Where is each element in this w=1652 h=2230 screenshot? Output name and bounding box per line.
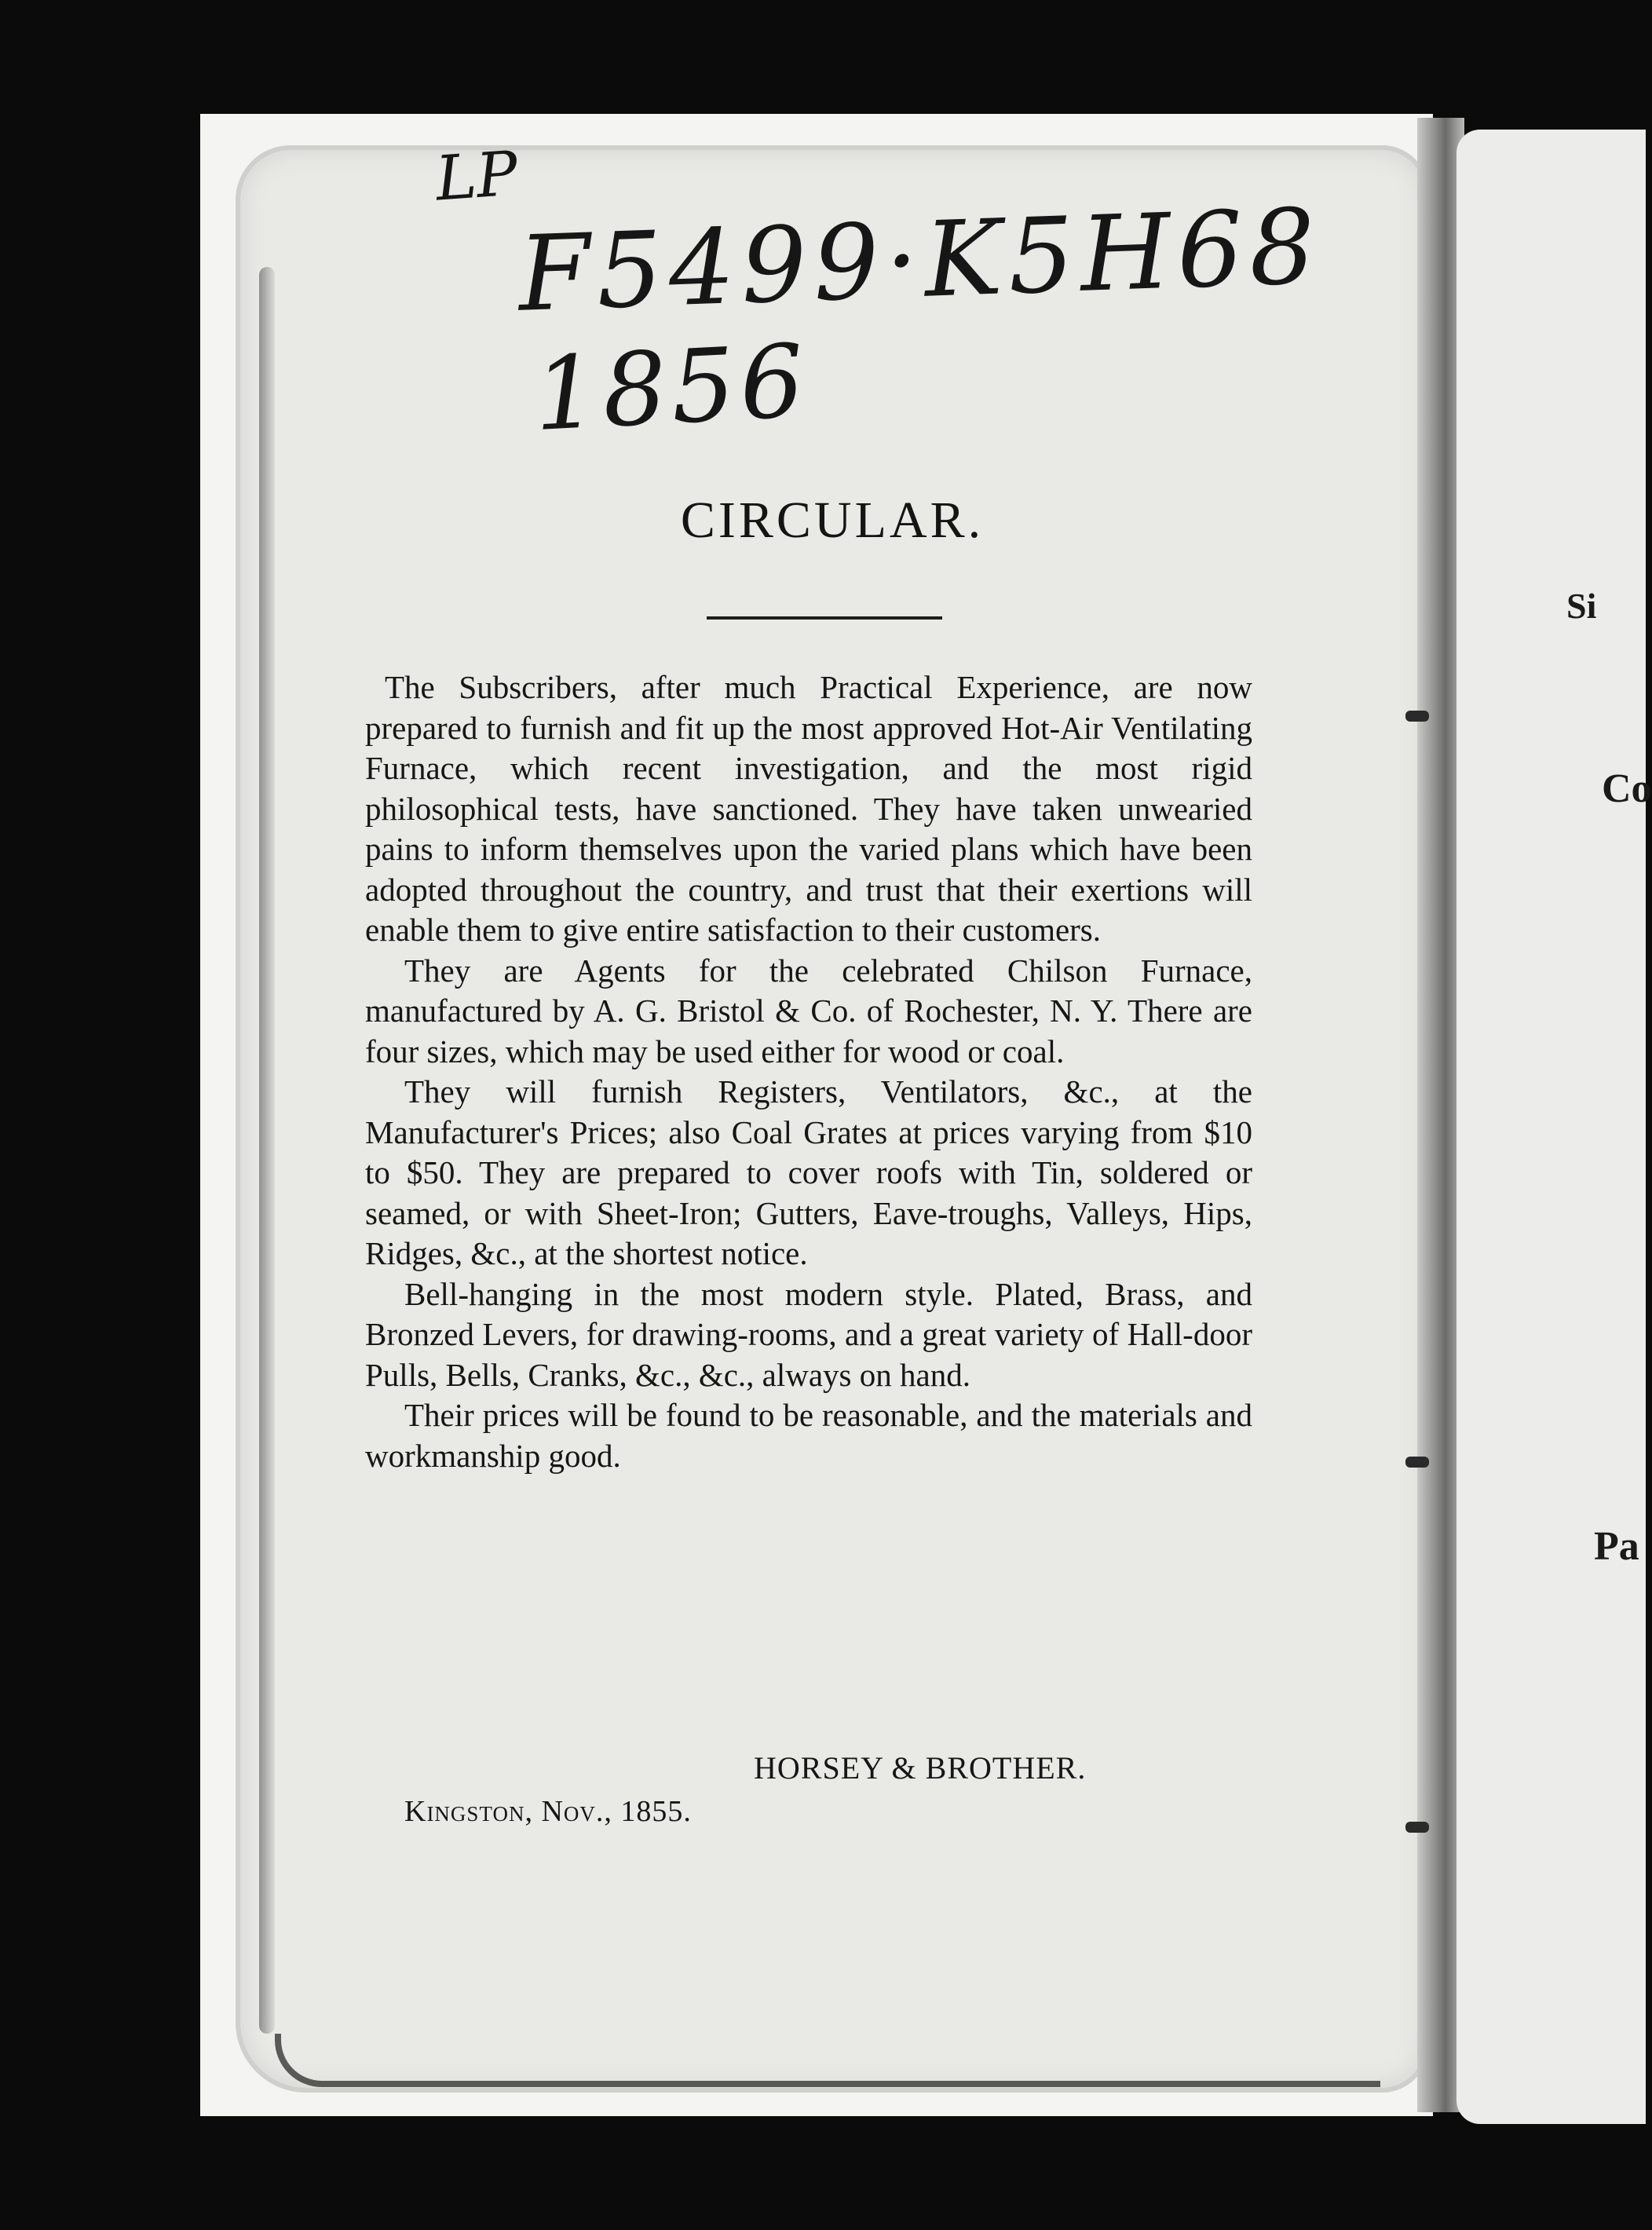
- binding-thread-mark: [1405, 711, 1429, 722]
- facing-page-fragment: Pa: [1594, 1524, 1639, 1569]
- paragraph: The Subscribers, after much Practical Experience, are now prepared to furnish and fit up the most approved Hot-Air Ventilating Furnace, which recent investigation, and the most rigid philosophical tests, have sanctioned. They have taken unwearied pains to inform themselves upon the varied plans which have been adopted throughout the country, and trust that their exertions will enable them to give entire satisfaction to their customers.: [365, 669, 1252, 948]
- dateline: Kingston, Nov., 1855.: [404, 1795, 692, 1828]
- paragraph: Bell-hanging in the most modern style. Plated, Brass, and Bronzed Levers, for drawing-rooms, and a great variety of Hall-door Pulls, Bells, Cranks, &c., &c., always on hand.: [365, 1275, 1252, 1393]
- paragraph: They are Agents for the celebrated Chilson Furnace, manufactured by A. G. Bristol & Co. of Rochester, N. Y. There are four sizes, which may be used either for wood or coal.: [365, 952, 1252, 1069]
- page-bottom-edge: [275, 2034, 1380, 2087]
- facing-page-fragment: Si: [1566, 586, 1597, 626]
- handwritten-year: 1856: [531, 322, 812, 455]
- title-rule: [707, 616, 942, 620]
- binding-thread-mark: [1405, 1822, 1429, 1833]
- page-edge-shadow: [259, 267, 275, 2034]
- signature: HORSEY & BROTHER.: [754, 1750, 1087, 1786]
- handwritten-lp: LP: [433, 138, 521, 215]
- paragraph: Their prices will be found to be reasonable, and the materials and workmanship good.: [365, 1397, 1252, 1474]
- facing-page-fragment: Co: [1602, 766, 1652, 811]
- binding-thread-mark: [1405, 1457, 1429, 1468]
- handwritten-call-number: F5499·K5H68: [516, 186, 1324, 335]
- circular-body: [365, 667, 1252, 1476]
- facing-page: [1456, 130, 1652, 2124]
- page-title: CIRCULAR.: [680, 492, 985, 549]
- paragraph: They will furnish Registers, Ventilators, &c., at the Manufacturer's Prices; also Coal Grates at prices varying from $10 to $50. They are prepared to cover roofs with Tin, soldered or seamed, or with Sheet-Iron; Gutters, Eave-troughs, Valleys, Hips, Ridges, &c., at the shortest notice.: [365, 1073, 1252, 1271]
